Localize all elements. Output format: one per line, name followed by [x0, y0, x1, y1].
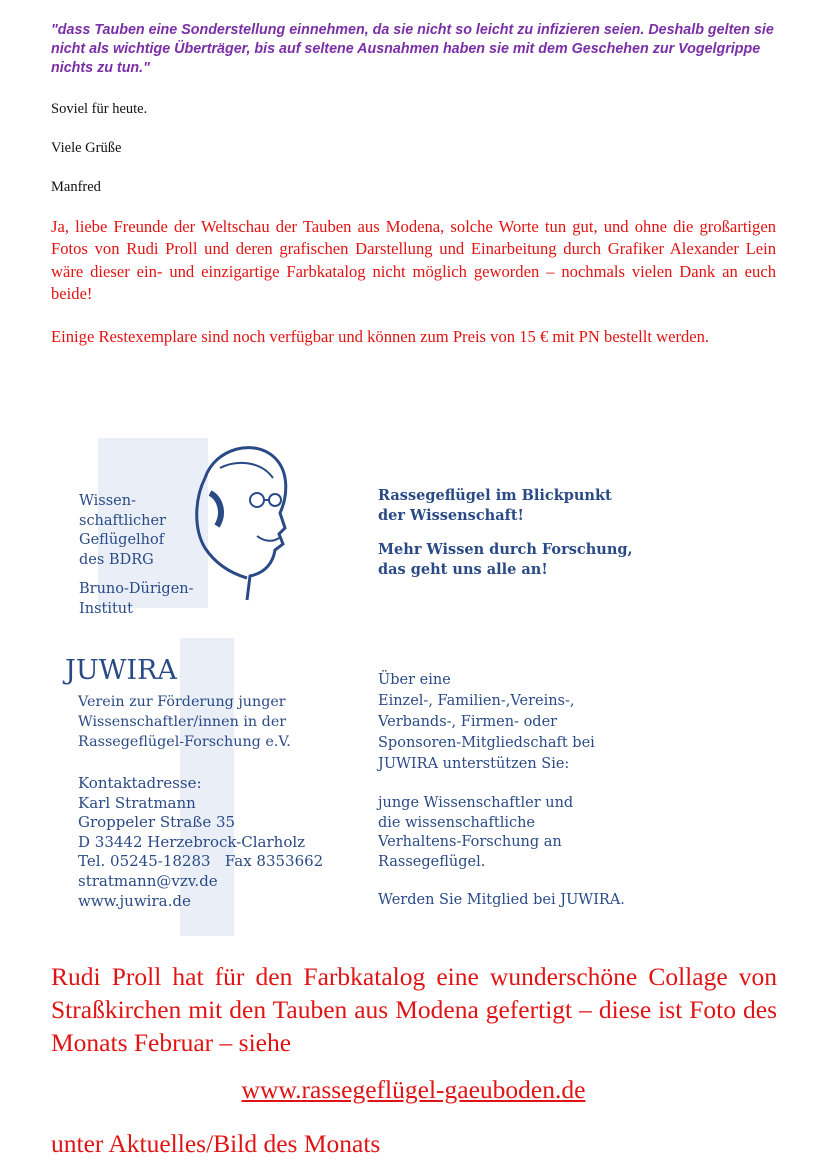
signature: Manfred	[51, 179, 101, 195]
collage-paragraph: Rudi Proll hat für den Farbkatalog eine wunderschöne Collage von Straßkirchen mit den Tauben aus Modena gefertigt – diese ist Foto des Monats Februar – siehe	[51, 962, 777, 1057]
juwira-title: JUWIRA	[65, 655, 177, 686]
website-link-line	[0, 1075, 827, 1105]
portrait-sketch	[175, 438, 295, 603]
order-paragraph: Einige Restexemplare sind noch verfügbar und können zum Preis von 15 € mit PN bestellt werden.	[51, 327, 710, 346]
quoted-statement: "dass Tauben eine Sonderstellung einnehmen, da sie nicht so leicht zu infizieren seien. Deshalb gelten sie nicht als wichtige Überträger, bis auf seltene Ausnahmen haben sie mit dem Geschehen zur Vogelgrippe nichts zu tun."	[51, 22, 774, 76]
ad-slogan-2: Mehr Wissen durch Forschung, das geht uns alle an!	[378, 541, 633, 578]
website-link[interactable]: www.rassegeflügel-gaeuboden.de	[241, 1075, 586, 1104]
thanks-paragraph: Ja, liebe Freunde der Weltschau der Tauben aus Modena, solche Worte tun gut, und ohne die großartigen Fotos von Rudi Proll und deren grafischen Darstellung und Einarbeitung durch Grafiker Alexander Lein wäre dieser ein- und einzigartige Farbkatalog nicht möglich geworden – nochmals vielen Dank an euch beide!	[51, 217, 776, 304]
membership-cta: Werden Sie Mitglied bei JUWIRA.	[378, 892, 625, 908]
section-reference: unter Aktuelles/Bild des Monats	[51, 1129, 381, 1158]
juwira-description: Verein zur Förderung junger Wissenschaftler/innen in der Rassegeflügel-Forschung e.V.	[78, 694, 291, 750]
closing-line: Soviel für heute.	[51, 101, 148, 117]
juwira-advertisement	[60, 438, 680, 938]
membership-text: Über eine Einzel-, Familien-,Vereins-, Verbands-, Firmen- oder Sponsoren-Mitgliedschaft bei JUWIRA unterstützen Sie:	[378, 672, 595, 772]
ad-slogan: Rassegeflügel im Blickpunkt der Wissenschaft!	[378, 487, 612, 524]
institute-name: Bruno-Dürigen- Institut	[79, 581, 194, 617]
institute-label: Wissen- schaftlicher Geflügelhof des BDRG	[79, 493, 166, 568]
support-text: junge Wissenschaftler und die wissenschaftliche Verhaltens-Forschung an Rassegeflügel.	[378, 795, 574, 870]
greeting-line: Viele Grüße	[51, 140, 122, 156]
contact-address: Kontaktadresse: Karl Stratmann Groppeler Straße 35 D 33442 Herzebrock-Clarholz Tel. 05245-18283 Fax 8353662 stratmann@vzv.de www.juwira.de	[78, 774, 324, 910]
